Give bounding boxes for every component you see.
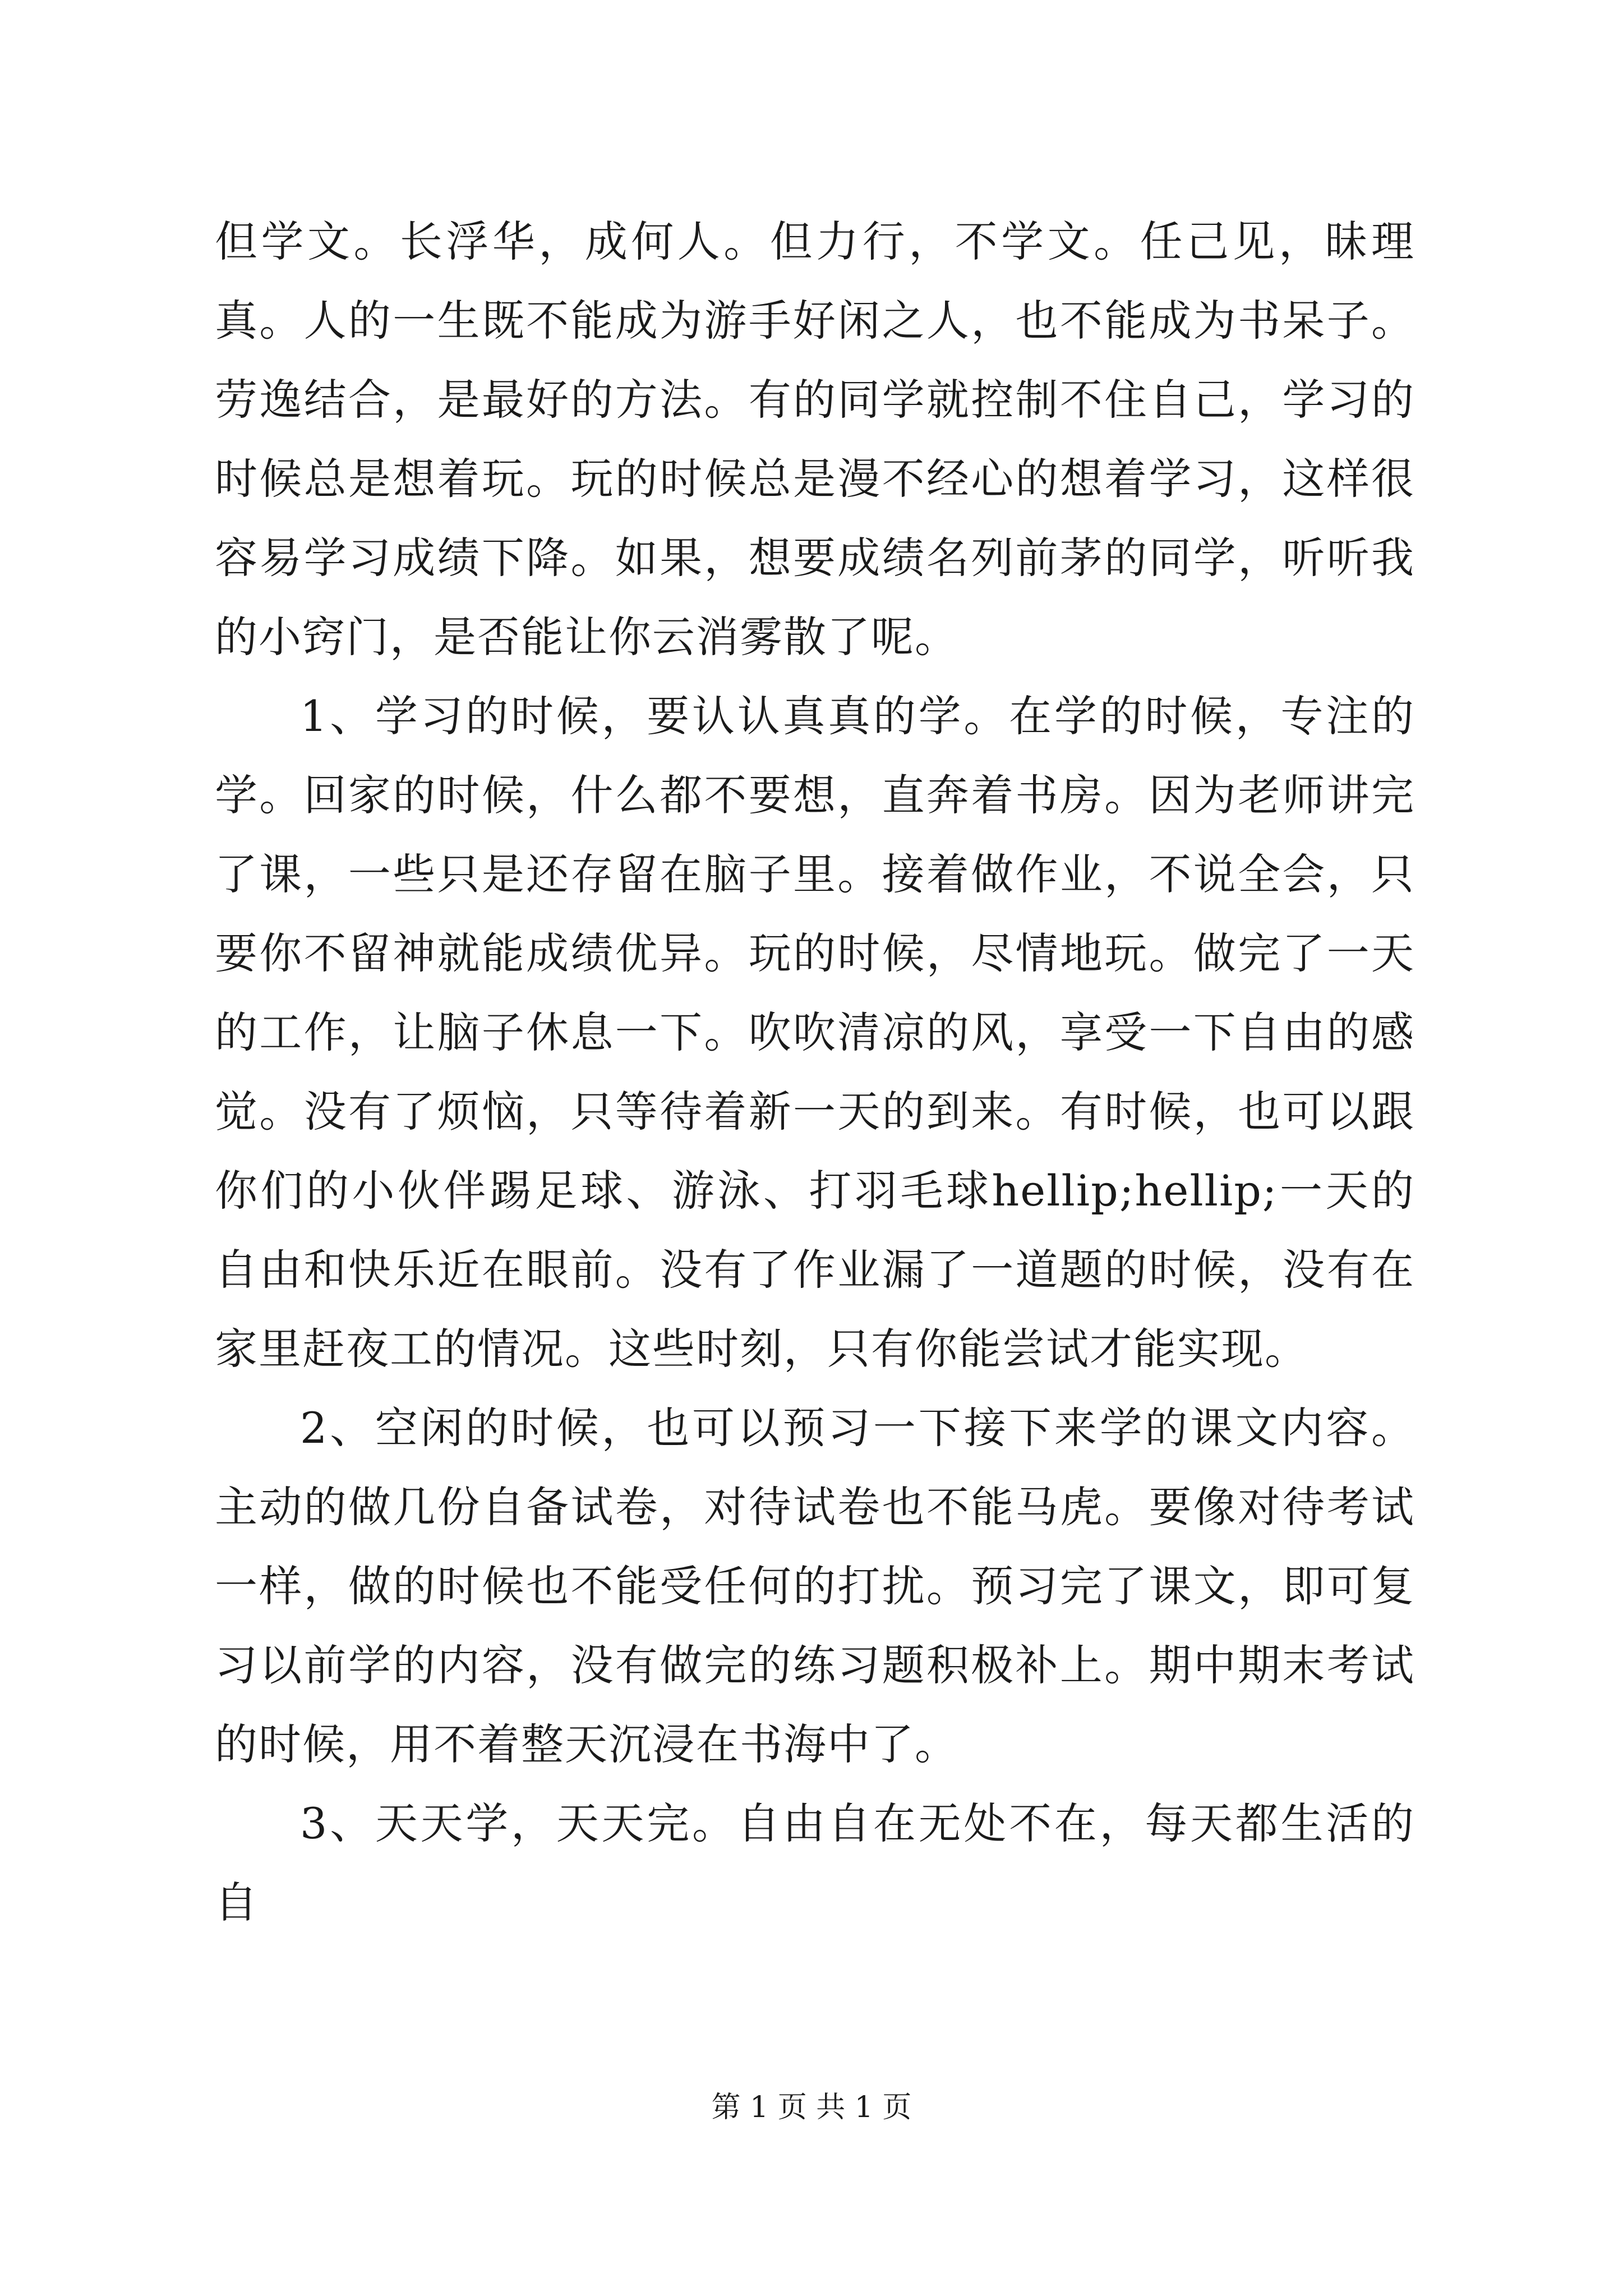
- document-body: [215, 202, 1415, 1942]
- paragraph-tip-2: 2、空闲的时候，也可以预习一下接下来学的课文内容。主动的做几份自备试卷，对待试卷也不能马虎。要像对待考试一样，做的时候也不能受任何的打扰。预习完了课文，即可复习以前学的内容，没有做完的练习题积极补上。期中期末考试的时候，用不着整天沉浸在书海中了。: [215, 1403, 1415, 1769]
- paragraph-tip-3: 3、天天学，天天完。自由自在无处不在，每天都生活的自: [215, 1798, 1415, 1927]
- paragraph-tip-1: 1、学习的时候，要认认真真的学。在学的时候，专注的学。回家的时候，什么都不要想，直奔着书房。因为老师讲完了课，一些只是还存留在脑子里。接着做作业，不说全会，只要你不留神就能成绩优异。玩的时候，尽情地玩。做完了一天的工作，让脑子休息一下。吹吹清凉的风，享受一下自由的感觉。没有了烦恼，只等待着新一天的到来。有时候，也可以跟你们的小伙伴踢足球、游泳、打羽毛球hellip;hellip;一天的自由和快乐近在眼前。没有了作业漏了一道题的时候，没有在家里赶夜工的情况。这些时刻，只有你能尝试才能实现。: [215, 691, 1415, 1374]
- paragraph-intro-continued: 但学文。长浮华，成何人。但力行，不学文。任己见，昧理真。人的一生既不能成为游手好闲之人，也不能成为书呆子。劳逸结合，是最好的方法。有的同学就控制不住自己，学习的时候总是想着玩。玩的时候总是漫不经心的想着学习，这样很容易学习成绩下降。如果，想要成绩名列前茅的同学，听听我的小窍门，是否能让你云消雾散了呢。: [215, 217, 1415, 662]
- page-number-footer: 第 1 页 共 1 页: [711, 2091, 912, 2124]
